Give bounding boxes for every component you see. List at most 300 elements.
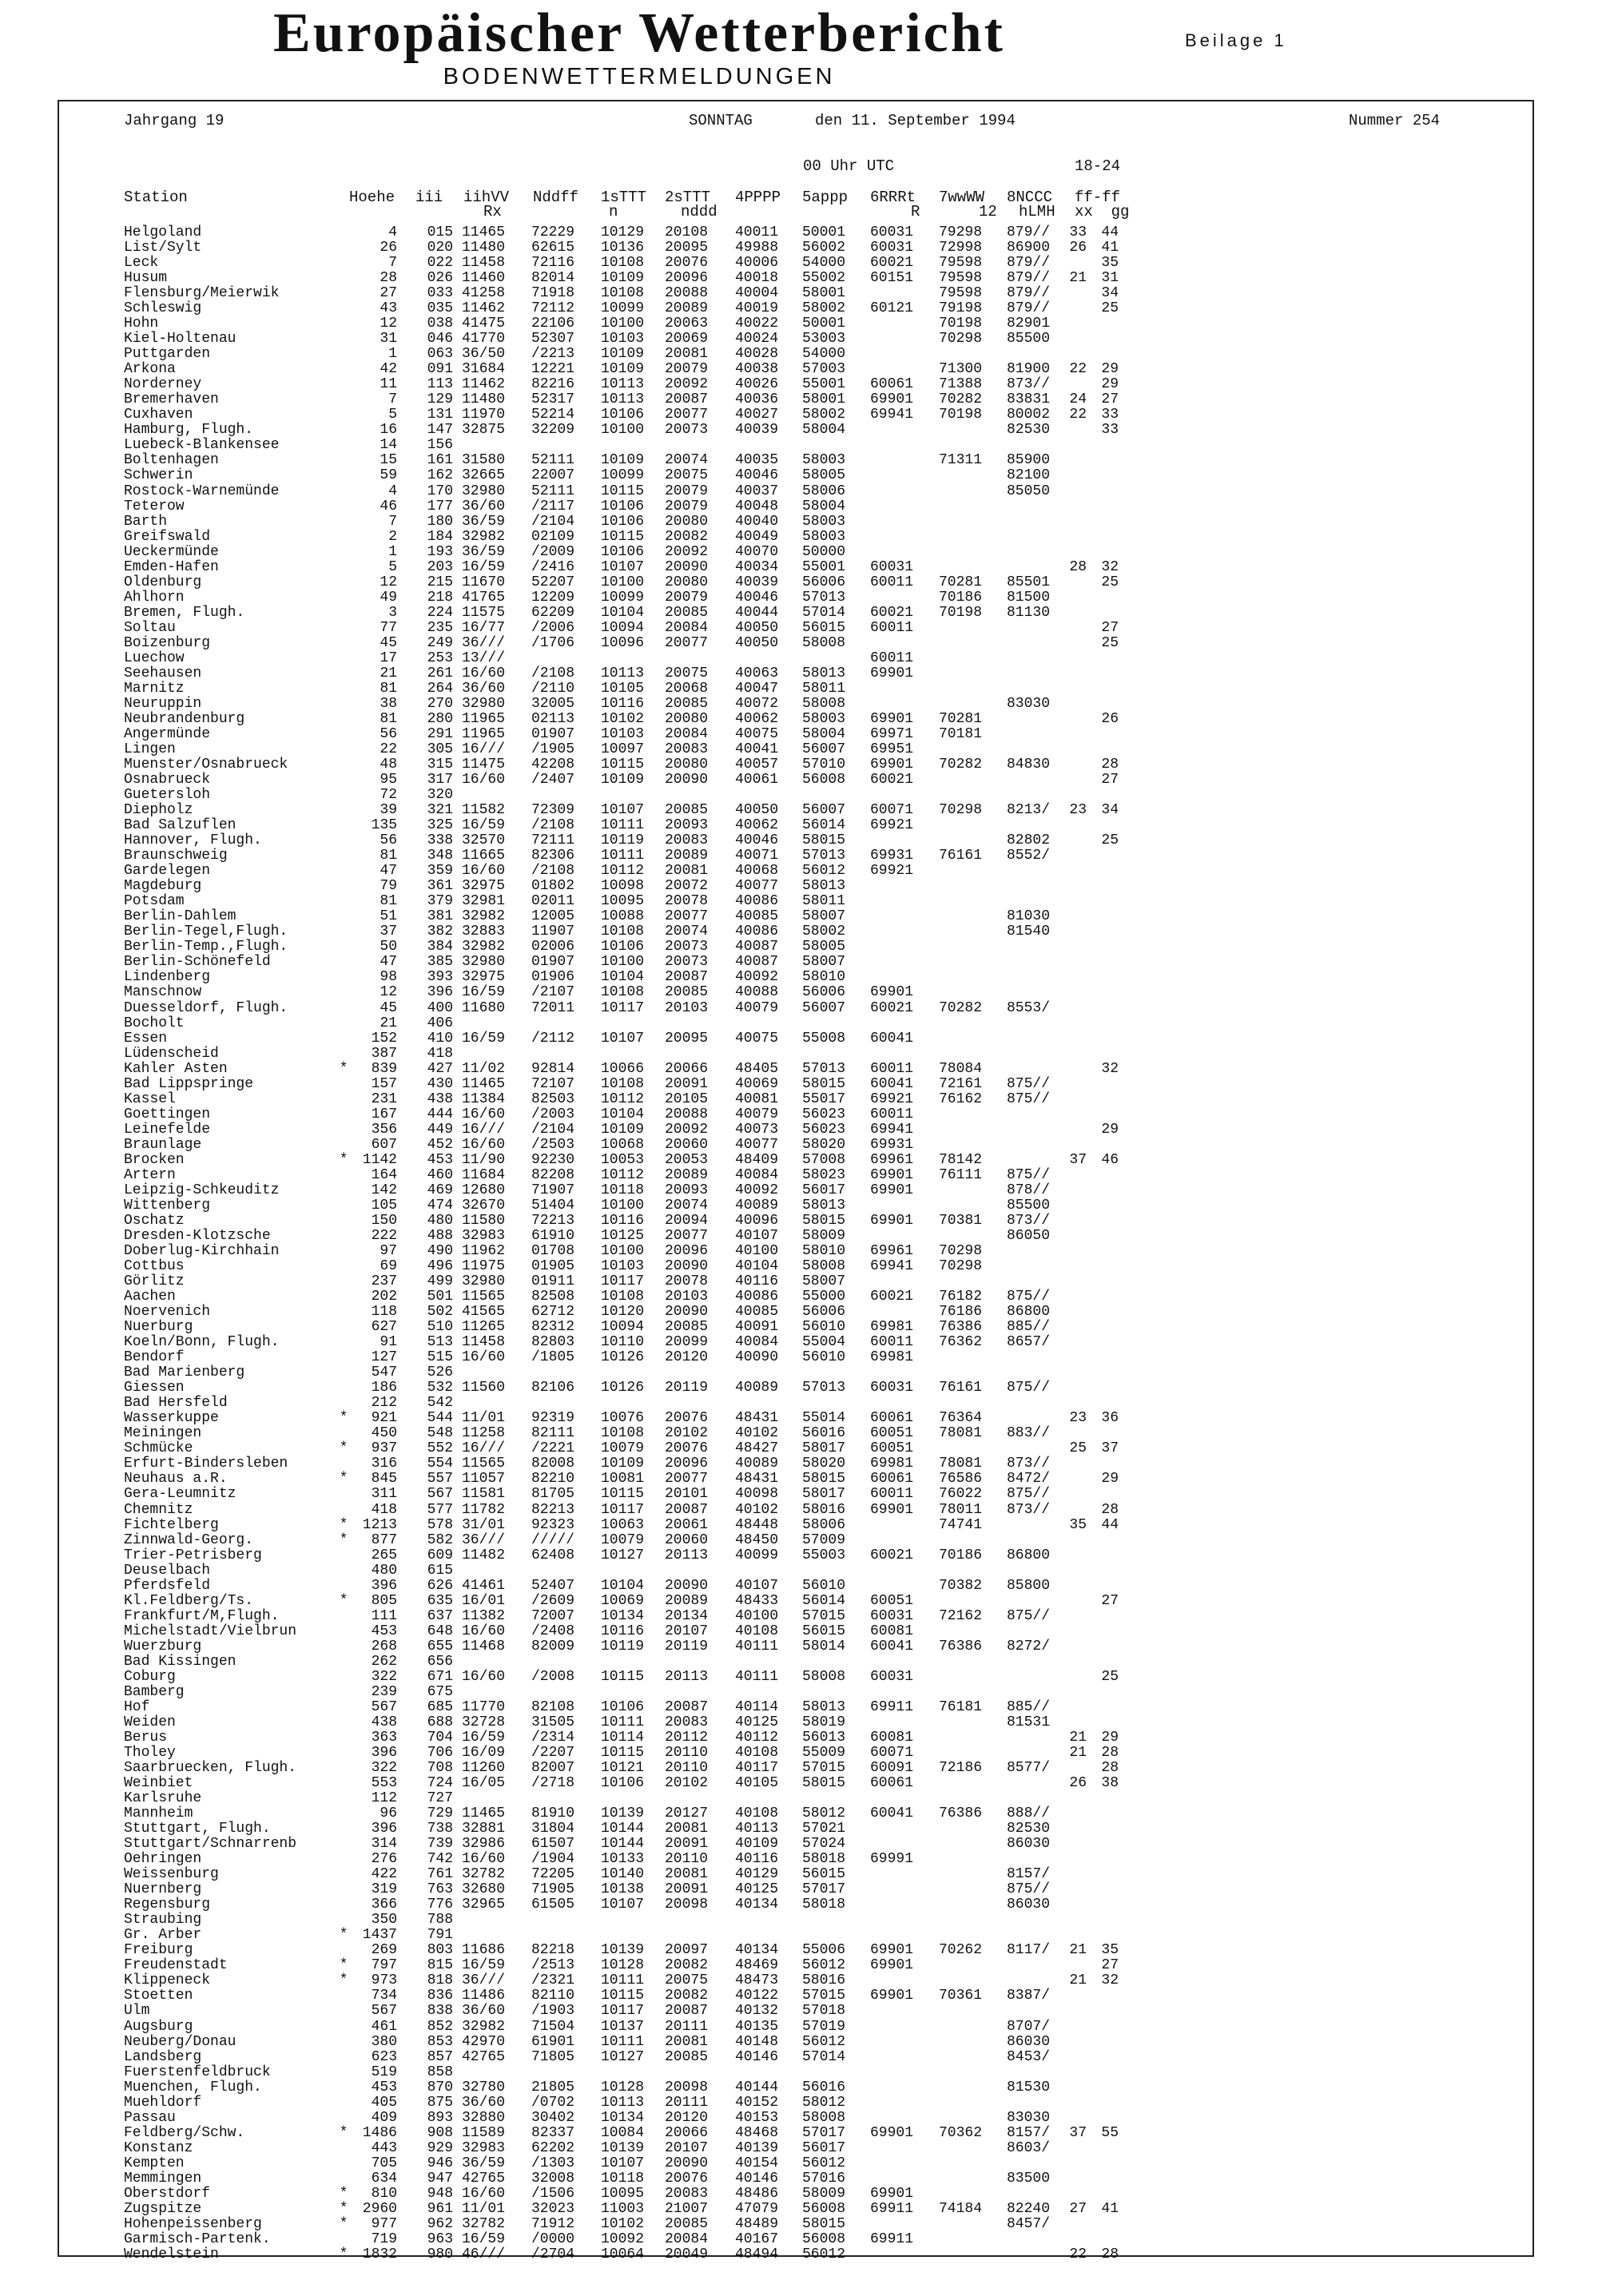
station-name: Bad Lippspringe xyxy=(124,1075,254,1092)
table-row xyxy=(124,1730,1131,1746)
station-name: Wasserkuppe xyxy=(124,1410,219,1427)
group-4pppp: 40086 xyxy=(735,924,779,940)
iii-value: 515 xyxy=(427,1349,453,1366)
group-2sttt: 20073 xyxy=(665,954,709,971)
hoehe-value: 877 xyxy=(371,1531,397,1548)
iii-value: 291 xyxy=(427,725,453,742)
group-nddff: 11907 xyxy=(531,924,575,940)
group-8nccc: 875// xyxy=(1007,1289,1051,1305)
table-row xyxy=(124,621,1131,636)
ff-gust: 35 xyxy=(1101,1942,1119,1959)
group-6rrrt: 69981 xyxy=(870,1319,914,1336)
station-name: Pferdsfeld xyxy=(124,1577,211,1594)
group-nddff: 22007 xyxy=(531,467,575,484)
group-6rrrt: 69901 xyxy=(870,1212,914,1229)
group-6rrrt: 69931 xyxy=(870,848,914,864)
hoehe-value: 81 xyxy=(380,710,397,727)
group-4pppp: 40006 xyxy=(735,255,779,272)
station-name: Tholey xyxy=(124,1744,176,1761)
group-5appp: 58007 xyxy=(802,1273,846,1290)
group-6rrrt: 60011 xyxy=(870,1486,914,1503)
table-row xyxy=(124,1791,1131,1806)
group-2sttt: 20092 xyxy=(665,376,709,393)
group-2sttt: 20081 xyxy=(665,2033,709,2050)
nummer-label: Nummer 254 xyxy=(1349,112,1441,129)
group-1sttt: 10137 xyxy=(601,2018,645,2035)
group-nddff: /1303 xyxy=(531,2155,575,2171)
ff-gust: 32 xyxy=(1101,1972,1119,1989)
group-2sttt: 20090 xyxy=(665,558,709,575)
group-nddff: 82306 xyxy=(531,848,575,864)
ff-gust: 32 xyxy=(1101,558,1119,575)
table-row xyxy=(124,1533,1131,1548)
hoehe-value: 222 xyxy=(371,1227,397,1244)
group-ihvv: 16/59 xyxy=(462,1030,506,1047)
hoehe-value: 81 xyxy=(380,848,397,864)
group-5appp: 56008 xyxy=(802,2200,846,2217)
group-2sttt: 20098 xyxy=(665,1897,709,1913)
hoehe-value: 95 xyxy=(380,772,397,789)
group-nddff: 62209 xyxy=(531,604,575,621)
group-ihvv: 11970 xyxy=(462,407,506,423)
group-4pppp: 48450 xyxy=(735,1531,779,1548)
group-5appp: 56015 xyxy=(802,1623,846,1639)
group-5appp: 50000 xyxy=(802,543,846,560)
group-7wwww: 76386 xyxy=(939,1319,983,1336)
hoehe-value: 7 xyxy=(388,255,397,272)
iii-value: 510 xyxy=(427,1319,453,1336)
group-4pppp: 40125 xyxy=(735,1714,779,1730)
group-4pppp: 48409 xyxy=(735,1151,779,1168)
hoehe-value: 239 xyxy=(371,1683,397,1700)
station-name: Helgoland xyxy=(124,224,202,240)
group-nddff: 52207 xyxy=(531,574,575,590)
group-ihvv: 36/59 xyxy=(462,513,506,530)
group-ihvv: 32670 xyxy=(462,1197,506,1214)
group-nddff: /2108 xyxy=(531,817,575,834)
station-name: Bremen, Flugh. xyxy=(124,604,245,621)
group-6rrrt: 60021 xyxy=(870,604,914,621)
group-7wwww: 76586 xyxy=(939,1471,983,1488)
group-nddff: 82312 xyxy=(531,1319,575,1336)
group-4pppp: 40062 xyxy=(735,710,779,727)
station-name: Ueckermünde xyxy=(124,543,219,560)
hoehe-value: 202 xyxy=(371,1289,397,1305)
iii-value: 858 xyxy=(427,2064,453,2080)
table-row xyxy=(124,1183,1131,1198)
hoehe-value: 72 xyxy=(380,787,397,804)
group-6rrrt: 69901 xyxy=(870,1501,914,1518)
group-7wwww: 70186 xyxy=(939,1547,983,1563)
iii-value: 499 xyxy=(427,1273,453,1290)
range-label: 18-24 xyxy=(1075,157,1121,175)
table-row xyxy=(124,1168,1131,1183)
group-4pppp: 40079 xyxy=(735,1106,779,1122)
group-5appp: 54000 xyxy=(802,255,846,272)
iii-value: 557 xyxy=(427,1471,453,1488)
station-name: Landsberg xyxy=(124,2048,202,2065)
group-4pppp: 40084 xyxy=(735,1334,779,1351)
group-nddff: 82111 xyxy=(531,1425,575,1442)
hoehe-value: 17 xyxy=(380,649,397,666)
group-8nccc: 82240 xyxy=(1007,2200,1051,2217)
iii-value: 193 xyxy=(427,543,453,560)
group-ihvv: 36/50 xyxy=(462,346,506,363)
group-ihvv: 11384 xyxy=(462,1090,506,1107)
group-nddff: 72116 xyxy=(531,255,575,272)
group-7wwww: 78084 xyxy=(939,1060,983,1077)
group-ihvv: 11465 xyxy=(462,1805,506,1822)
group-5appp: 55002 xyxy=(802,270,846,287)
group-6rrrt: 60031 xyxy=(870,1380,914,1396)
group-2sttt: 20091 xyxy=(665,1836,709,1853)
group-6rrrt: 60011 xyxy=(870,1334,914,1351)
table-row xyxy=(124,590,1131,606)
station-name: Cuxhaven xyxy=(124,407,193,423)
group-nddff: 62408 xyxy=(531,1547,575,1563)
group-1sttt: 10099 xyxy=(601,300,645,317)
group-ihvv: 32982 xyxy=(462,2018,506,2035)
group-2sttt: 20089 xyxy=(665,1166,709,1183)
group-1sttt: 10109 xyxy=(601,346,645,363)
group-1sttt: 10107 xyxy=(601,802,645,819)
group-nddff: /2006 xyxy=(531,619,575,636)
group-7wwww: 79598 xyxy=(939,285,983,302)
station-name: Erfurt-Bindersleben xyxy=(124,1456,288,1472)
ff-gust: 29 xyxy=(1101,1729,1119,1746)
table-row xyxy=(124,2020,1131,2035)
group-nddff: /2107 xyxy=(531,984,575,1001)
group-2sttt: 20081 xyxy=(665,1821,709,1837)
group-nddff: 21805 xyxy=(531,2079,575,2095)
hoehe-value: 322 xyxy=(371,1760,397,1776)
group-4pppp: 40139 xyxy=(735,2139,779,2156)
group-nddff: /2704 xyxy=(531,2246,575,2262)
hoehe-value: 453 xyxy=(371,1623,397,1639)
station-name: Karlsruhe xyxy=(124,1790,202,1807)
iii-value: 480 xyxy=(427,1212,453,1229)
group-ihvv: 11770 xyxy=(462,1698,506,1715)
station-name: Freiburg xyxy=(124,1942,193,1959)
group-5appp: 56007 xyxy=(802,999,846,1016)
group-1sttt: 10134 xyxy=(601,2109,645,2126)
table-row xyxy=(124,651,1131,666)
table-row xyxy=(124,1761,1131,1776)
group-4pppp: 40096 xyxy=(735,1212,779,1229)
group-2sttt: 20080 xyxy=(665,574,709,590)
group-8nccc: 8553/ xyxy=(1007,999,1051,1016)
table-row xyxy=(124,1806,1131,1821)
group-6rrrt: 60081 xyxy=(870,1623,914,1639)
table-row xyxy=(124,1107,1131,1122)
station-name: Lüdenscheid xyxy=(124,1045,219,1062)
station-name: Hohenpeissenberg xyxy=(124,2215,262,2232)
col-hoehe: Hoehe xyxy=(349,189,396,206)
group-ihvv: 16/60 xyxy=(462,1851,506,1868)
group-nddff: /1506 xyxy=(531,2185,575,2202)
group-6rrrt: 69921 xyxy=(870,863,914,880)
group-1sttt: 10119 xyxy=(601,832,645,849)
group-4pppp: 40091 xyxy=(735,1319,779,1336)
station-name: Wendelstein xyxy=(124,2246,219,2262)
group-2sttt: 20077 xyxy=(665,908,709,925)
iii-value: 203 xyxy=(427,558,453,575)
table-row xyxy=(124,2247,1131,2262)
group-1sttt: 10111 xyxy=(601,848,645,864)
table-row xyxy=(124,1518,1131,1533)
group-ihvv: 41565 xyxy=(462,1304,506,1321)
iii-value: 249 xyxy=(427,634,453,651)
table-row xyxy=(124,1988,1131,2004)
group-2sttt: 20090 xyxy=(665,1258,709,1275)
iii-value: 729 xyxy=(427,1805,453,1822)
hoehe-value: 409 xyxy=(371,2109,397,2126)
col-g10: ff-ff xyxy=(1075,189,1121,206)
hoehe-value: 135 xyxy=(371,817,397,834)
iii-value: 382 xyxy=(427,924,453,940)
group-2sttt: 20082 xyxy=(665,1988,709,2004)
group-2sttt: 20079 xyxy=(665,498,709,514)
station-name: Berlin-Dahlem xyxy=(124,908,237,925)
group-6rrrt: 69901 xyxy=(870,2124,914,2141)
group-5appp: 58019 xyxy=(802,1714,846,1730)
mountain-marker: * xyxy=(339,1440,348,1457)
iii-value: 453 xyxy=(427,1151,453,1168)
group-5appp: 56006 xyxy=(802,984,846,1001)
group-nddff: /1805 xyxy=(531,1349,575,1366)
station-name: Boizenburg xyxy=(124,634,211,651)
group-5appp: 58004 xyxy=(802,422,846,439)
group-ihvv: 32881 xyxy=(462,1821,506,1837)
group-7wwww: 76162 xyxy=(939,1090,983,1107)
group-8nccc: 8453/ xyxy=(1007,2048,1051,2065)
group-5appp: 57010 xyxy=(802,757,846,773)
group-1sttt: 10108 xyxy=(601,1075,645,1092)
table-row xyxy=(124,1380,1131,1396)
station-name: Regensburg xyxy=(124,1897,211,1913)
group-1sttt: 10106 xyxy=(601,513,645,530)
group-nddff: 72112 xyxy=(531,300,575,317)
group-1sttt: 10109 xyxy=(601,452,645,469)
hoehe-value: 45 xyxy=(380,634,397,651)
group-6rrrt: 60091 xyxy=(870,1760,914,1776)
group-4pppp: 40109 xyxy=(735,1836,779,1853)
group-8nccc: 875// xyxy=(1007,1075,1051,1092)
group-ihvv: 41475 xyxy=(462,316,506,332)
ff-gust: 41 xyxy=(1101,240,1119,256)
hoehe-value: 127 xyxy=(371,1349,397,1366)
group-ihvv: 36/59 xyxy=(462,2155,506,2171)
group-8nccc: 81530 xyxy=(1007,2079,1051,2095)
hoehe-value: 37 xyxy=(380,924,397,940)
ff-max: 23 xyxy=(1069,802,1087,819)
hoehe-value: 47 xyxy=(380,954,397,971)
group-4pppp: 40046 xyxy=(735,832,779,849)
group-2sttt: 20082 xyxy=(665,1957,709,1974)
ff-gust: 46 xyxy=(1101,1151,1119,1168)
iii-value: 184 xyxy=(427,528,453,545)
station-name: Flensburg/Meierwik xyxy=(124,285,280,302)
group-4pppp: 40089 xyxy=(735,1456,779,1472)
group-1sttt: 10098 xyxy=(601,878,645,895)
station-name: Marnitz xyxy=(124,680,185,697)
group-4pppp: 40107 xyxy=(735,1577,779,1594)
group-7wwww: 70281 xyxy=(939,574,983,590)
group-5appp: 55006 xyxy=(802,1942,846,1959)
station-name: Bad Salzuflen xyxy=(124,817,237,834)
group-1sttt: 10097 xyxy=(601,741,645,757)
iii-value: 315 xyxy=(427,757,453,773)
group-5appp: 58002 xyxy=(802,924,846,940)
group-5appp: 58023 xyxy=(802,1166,846,1183)
station-name: Kempten xyxy=(124,2155,185,2171)
table-row xyxy=(124,2156,1131,2171)
group-nddff: /2416 xyxy=(531,558,575,575)
group-nddff: 82108 xyxy=(531,1698,575,1715)
station-name: Bocholt xyxy=(124,1015,185,1031)
mountain-marker: * xyxy=(339,1927,348,1944)
group-nddff: 92319 xyxy=(531,1410,575,1427)
group-2sttt: 20090 xyxy=(665,772,709,789)
station-name: Oschatz xyxy=(124,1212,185,1229)
group-4pppp: 40092 xyxy=(735,1182,779,1198)
group-2sttt: 20085 xyxy=(665,695,709,712)
hoehe-value: 96 xyxy=(380,1805,397,1822)
table-row xyxy=(124,2187,1131,2202)
ff-gust: 27 xyxy=(1101,1592,1119,1609)
group-4pppp: 48494 xyxy=(735,2246,779,2262)
group-ihvv: 36/60 xyxy=(462,2094,506,2111)
hoehe-value: 623 xyxy=(371,2048,397,2065)
group-4pppp: 40125 xyxy=(735,1881,779,1898)
group-2sttt: 20110 xyxy=(665,1744,709,1761)
hoehe-value: 50 xyxy=(380,939,397,955)
ff-gust: 27 xyxy=(1101,619,1119,636)
group-1sttt: 10117 xyxy=(601,1501,645,1518)
station-name: Straubing xyxy=(124,1912,202,1929)
ff-gust: 27 xyxy=(1101,772,1119,789)
group-6rrrt: 60011 xyxy=(870,619,914,636)
group-ihvv: 11458 xyxy=(462,255,506,272)
group-7wwww: 70362 xyxy=(939,2124,983,2141)
ff-gust: 44 xyxy=(1101,224,1119,240)
group-nddff: 01802 xyxy=(531,878,575,895)
station-name: Schwerin xyxy=(124,467,193,484)
group-ihvv: 32975 xyxy=(462,969,506,986)
group-nddff: 72107 xyxy=(531,1075,575,1092)
group-2sttt: 20084 xyxy=(665,2230,709,2247)
table-row xyxy=(124,697,1131,712)
group-2sttt: 20079 xyxy=(665,361,709,378)
group-nddff: 82110 xyxy=(531,1988,575,2004)
group-ihvv: 32680 xyxy=(462,1881,506,1898)
iii-value: 838 xyxy=(427,2003,453,2020)
iii-value: 381 xyxy=(427,908,453,925)
hoehe-value: 118 xyxy=(371,1304,397,1321)
table-row xyxy=(124,1396,1131,1411)
group-1sttt: 10099 xyxy=(601,467,645,484)
group-5appp: 58001 xyxy=(802,285,846,302)
group-ihvv: 11/02 xyxy=(462,1060,506,1077)
group-5appp: 58012 xyxy=(802,2094,846,2111)
group-7wwww: 76186 xyxy=(939,1304,983,1321)
group-8nccc: 879// xyxy=(1007,224,1051,240)
hoehe-value: 316 xyxy=(371,1456,397,1472)
table-row xyxy=(124,1274,1131,1289)
col-g3b: n xyxy=(609,203,618,220)
group-2sttt: 20095 xyxy=(665,240,709,256)
group-4pppp: 40167 xyxy=(735,2230,779,2247)
hoehe-value: 31 xyxy=(380,331,397,348)
group-1sttt: 10139 xyxy=(601,1805,645,1822)
group-ihvv: 11265 xyxy=(462,1319,506,1336)
group-4pppp: 40041 xyxy=(735,741,779,757)
group-nddff: 01906 xyxy=(531,969,575,986)
group-5appp: 55017 xyxy=(802,1090,846,1107)
group-1sttt: 10053 xyxy=(601,1151,645,1168)
station-name: Zinnwald-Georg. xyxy=(124,1531,254,1548)
station-name: Bad Kissingen xyxy=(124,1653,237,1670)
iii-value: 946 xyxy=(427,2155,453,2171)
hoehe-value: 363 xyxy=(371,1729,397,1746)
group-1sttt: 10100 xyxy=(601,422,645,439)
group-5appp: 58008 xyxy=(802,634,846,651)
iii-value: 033 xyxy=(427,285,453,302)
hoehe-value: 627 xyxy=(371,1319,397,1336)
ff-gust: 32 xyxy=(1101,1060,1119,1077)
hoehe-value: 438 xyxy=(371,1714,397,1730)
group-ihvv: 11565 xyxy=(462,1456,506,1472)
hoehe-value: 839 xyxy=(371,1060,397,1077)
group-1sttt: 10099 xyxy=(601,589,645,606)
group-2sttt: 20096 xyxy=(665,1243,709,1259)
ff-gust: 25 xyxy=(1101,574,1119,590)
group-7wwww: 79598 xyxy=(939,270,983,287)
station-name: Passau xyxy=(124,2109,176,2126)
group-1sttt: 10109 xyxy=(601,270,645,287)
table-row xyxy=(124,1776,1131,1791)
group-nddff: 02113 xyxy=(531,710,575,727)
iii-value: 161 xyxy=(427,452,453,469)
group-6rrrt: 60021 xyxy=(870,255,914,272)
group-1sttt: 10117 xyxy=(601,999,645,1016)
group-nddff: /2003 xyxy=(531,1106,575,1122)
hoehe-value: 12 xyxy=(380,984,397,1001)
group-5appp: 58013 xyxy=(802,1698,846,1715)
station-name: Trier-Petrisberg xyxy=(124,1547,262,1563)
group-6rrrt: 60081 xyxy=(870,1729,914,1746)
iii-value: 870 xyxy=(427,2079,453,2095)
hoehe-value: 12 xyxy=(380,316,397,332)
group-6rrrt: 60061 xyxy=(870,1775,914,1792)
iii-value: 948 xyxy=(427,2185,453,2202)
group-5appp: 55001 xyxy=(802,558,846,575)
group-4pppp: 40039 xyxy=(735,574,779,590)
hoehe-value: 1437 xyxy=(362,1927,397,1944)
station-name: Dresden-Klotzsche xyxy=(124,1227,271,1244)
group-ihvv: 11975 xyxy=(462,1258,506,1275)
station-name: Seehausen xyxy=(124,665,202,681)
group-ihvv: 11581 xyxy=(462,1486,506,1503)
group-2sttt: 20074 xyxy=(665,924,709,940)
iii-value: 026 xyxy=(427,270,453,287)
ff-gust: 36 xyxy=(1101,1410,1119,1427)
iii-value: 763 xyxy=(427,1881,453,1898)
group-8nccc: 84830 xyxy=(1007,757,1051,773)
hoehe-value: 396 xyxy=(371,1577,397,1594)
group-5appp: 56006 xyxy=(802,1304,846,1321)
group-1sttt: 10102 xyxy=(601,2215,645,2232)
